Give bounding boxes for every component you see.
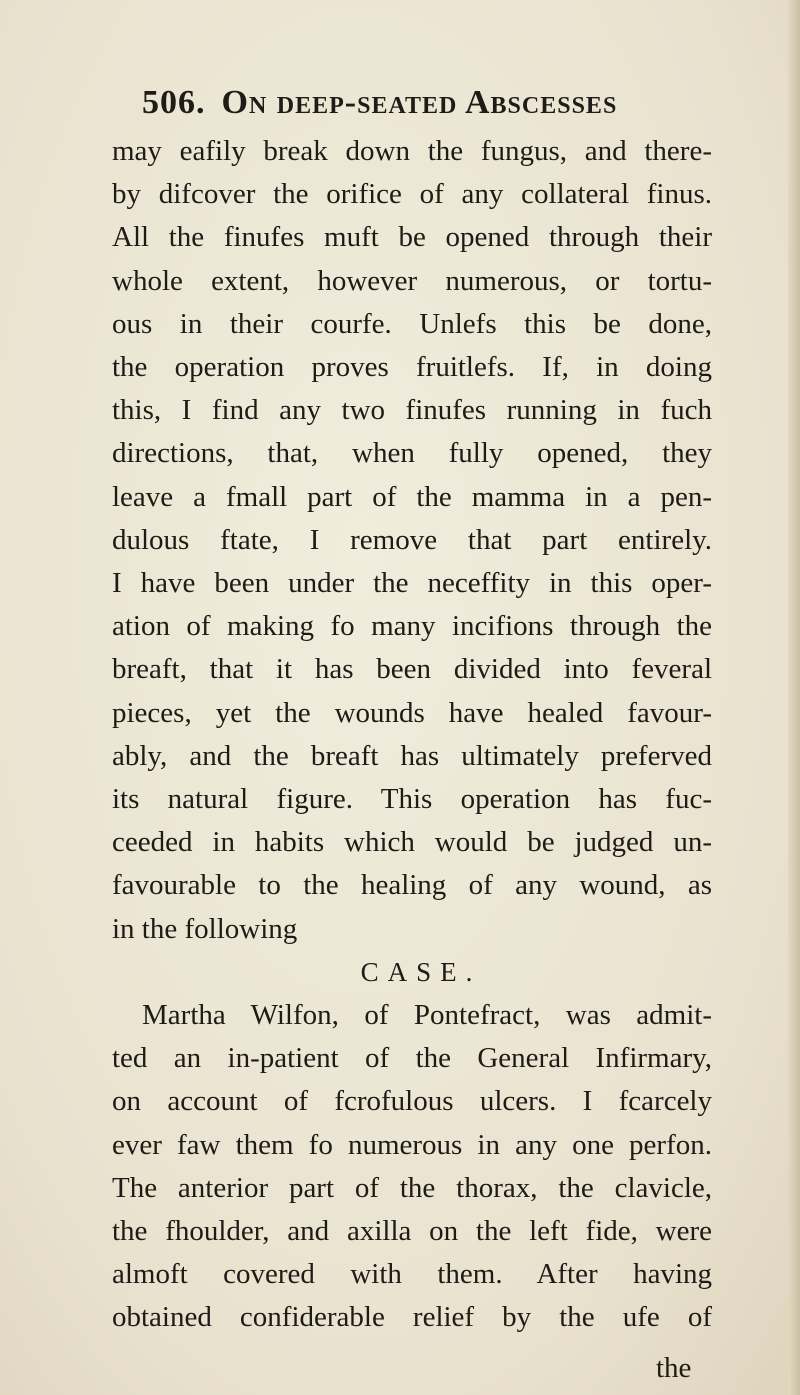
text-line: ever faw them fo numerous in any one perfon.	[112, 1128, 712, 1161]
text-line: ably, and the breaft has ultimately preferved	[112, 739, 712, 772]
text-line: by difcover the orifice of any collateral finus.	[112, 178, 712, 211]
catchword: the	[656, 1352, 692, 1384]
text-line: pieces, yet the wounds have healed favour-	[112, 696, 712, 729]
text-line: Martha Wilfon, of Pontefract, was admit-	[142, 999, 712, 1032]
text-line: dulous ftate, I remove that part entirely.	[112, 523, 712, 556]
text-line: obtained confiderable relief by the ufe of	[112, 1301, 712, 1334]
text-line: on account of fcrofulous ulcers. I fcarcely	[112, 1085, 712, 1118]
text-line: leave a fmall part of the mamma in a pen-	[112, 480, 712, 513]
main-text	[112, 130, 712, 1340]
text-line: I have been under the neceffity in this oper-	[112, 567, 712, 600]
running-title: On deep-seated Abscesses	[221, 84, 618, 121]
text-line: ceeded in habits which would be judged un-	[112, 826, 712, 859]
case-heading: CASE.	[360, 956, 482, 987]
page-number: 506.	[142, 84, 206, 121]
page-edge	[788, 0, 800, 1395]
text-line: its natural figure. This operation has fuc-	[112, 783, 712, 816]
text-line: breaft, that it has been divided into feveral	[112, 653, 712, 686]
text-line: the operation proves fruitlefs. If, in doing	[112, 351, 712, 384]
text-line: whole extent, however numerous, or tortu-	[112, 264, 712, 297]
running-head	[142, 84, 617, 122]
text-line: ted an in-patient of the General Infirmary,	[112, 1042, 712, 1075]
text-line: All the finufes muft be opened through their	[112, 221, 712, 254]
text-line: directions, that, when fully opened, they	[112, 437, 712, 470]
text-line: The anterior part of the thorax, the clavicle,	[112, 1171, 712, 1204]
text-line: may eafily break down the fungus, and there-	[112, 135, 712, 167]
text-line: favourable to the healing of any wound, as	[112, 869, 712, 902]
text-line: ous in their courfe. Unlefs this be done,	[112, 307, 712, 340]
text-line: this, I find any two finufes running in fuch	[112, 394, 712, 427]
text-line: in the following	[112, 912, 298, 945]
text-line: almoft covered with them. After having	[112, 1258, 712, 1291]
text-line: ation of making fo many incifions through the	[112, 610, 712, 643]
text-line: the fhoulder, and axilla on the left fide, were	[112, 1215, 712, 1248]
